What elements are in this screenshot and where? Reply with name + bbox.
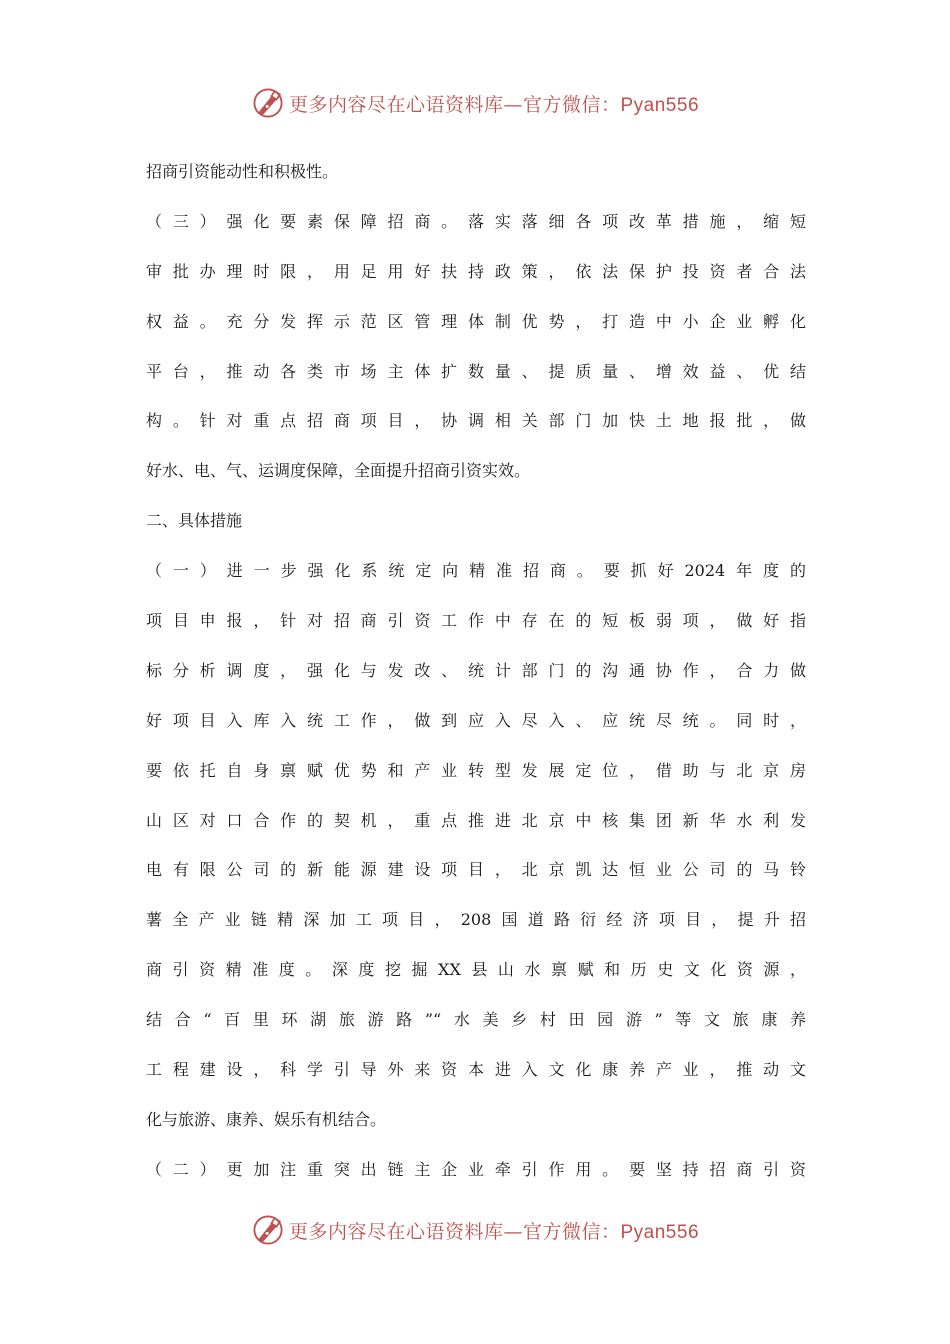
section-heading: 二、具体措施: [146, 511, 243, 531]
text-line: 工程建设，科学引导外来资本进入文化康养产业，推动文: [146, 1060, 806, 1080]
text-line: 项目申报，针对招商引资工作中存在的短板弱项，做好指: [146, 611, 806, 631]
text-line: 薯全产业链精深加工项目，208国道路衍经济项目，提升招: [146, 910, 806, 930]
banner-text: 更多内容尽在心语资料库—官方微信：Pyan556: [288, 1220, 700, 1243]
text-line: 好项目入库入统工作，做到应入尽入、应统尽统。同时，: [146, 710, 806, 730]
document-body: [146, 147, 806, 1195]
text-line: 平台，推动各类市场主体扩数量、提质量、增效益、优结: [146, 361, 806, 381]
banner-text: 更多内容尽在心语资料库—官方微信：Pyan556: [288, 93, 700, 116]
text-line: 电有限公司的新能源建设项目，北京凯达恒业公司的马铃: [146, 860, 806, 880]
text-line: （一）进一步强化系统定向精准招商。要抓好2024年度的: [146, 561, 806, 581]
text-line: 标分析调度，强化与发改、统计部门的沟通协作，合力做: [146, 660, 806, 680]
text-line: 审批办理时限，用足用好扶持政策，依法保护投资者合法: [146, 261, 806, 281]
header-banner: [0, 83, 950, 123]
text-line: 好水、电、气、运调度保障，全面提升招商引资实效。: [146, 461, 531, 481]
footer-banner: [0, 1210, 950, 1250]
text-line: 要依托自身禀赋优势和产业转型发展定位，借助与北京房: [146, 760, 806, 780]
pen-nib-logo-icon: [251, 86, 285, 120]
text-line: （二）更加注重突出链主企业牵引作用。要坚持招商引资: [146, 1159, 806, 1179]
text-line: 构。针对重点招商项目，协调相关部门加快土地报批，做: [146, 411, 806, 431]
text-line: 权益。充分发挥示范区管理体制优势，打造中小企业孵化: [146, 311, 806, 331]
pen-nib-logo-icon: [251, 1213, 285, 1247]
wechat-id: Pyan556: [620, 1221, 700, 1243]
text-line: 结合“百里环湖旅游路”“水美乡村田园游”等文旅康养: [146, 1010, 806, 1030]
text-line: （三）强化要素保障招商。落实落细各项改革措施，缩短: [146, 211, 806, 231]
text-line: 化与旅游、康养、娱乐有机结合。: [146, 1109, 387, 1129]
wechat-id: Pyan556: [620, 94, 700, 116]
text-line: 招商引资能动性和积极性。: [146, 162, 339, 181]
text-line: 商引资精准度。深度挖掘XX县山水禀赋和历史文化资源，: [146, 960, 806, 980]
text-line: 山区对口合作的契机，重点推进北京中核集团新华水利发: [146, 810, 806, 830]
